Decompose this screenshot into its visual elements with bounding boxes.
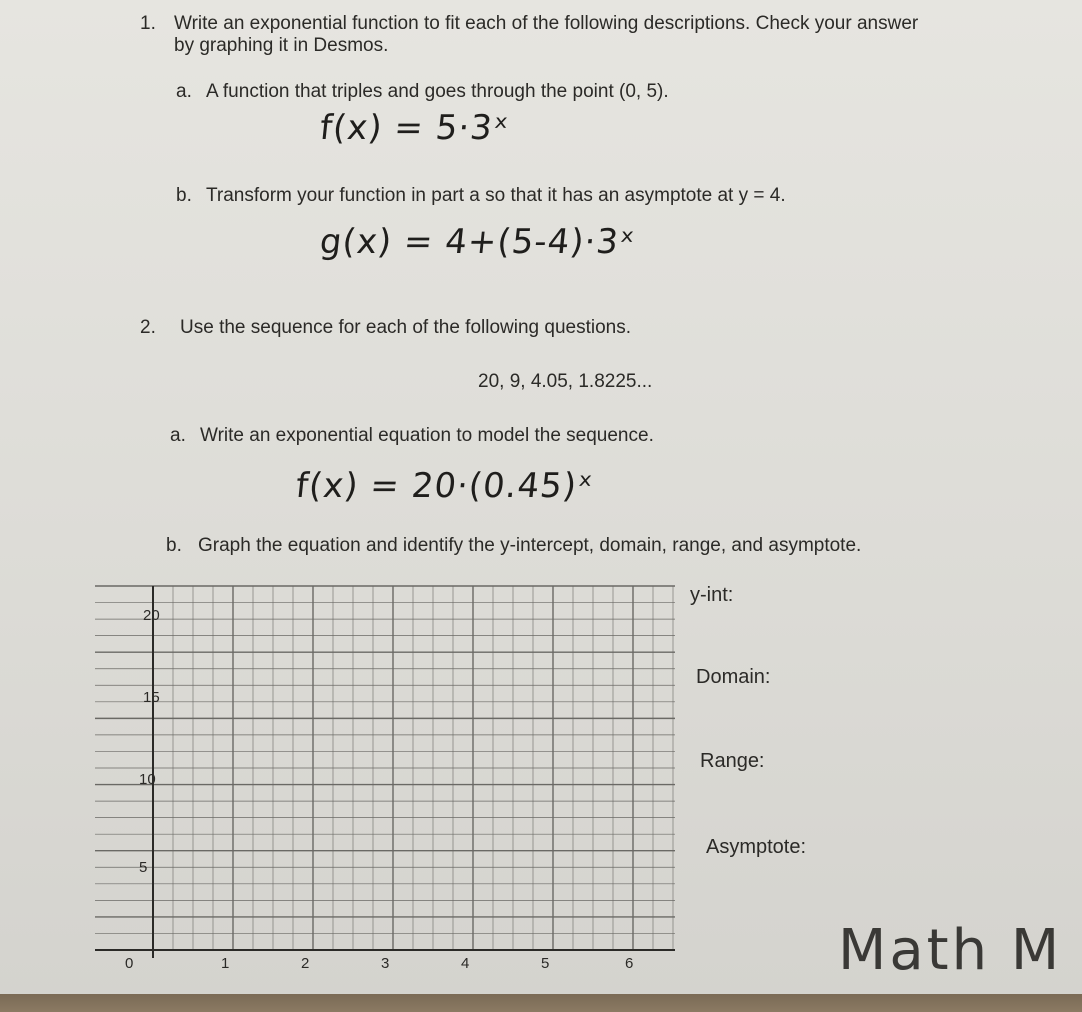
q2a-handwritten-answer: f(x) = 20·(0.45)ˣ [293,466,596,506]
q2-number: 2. [140,317,156,338]
x-tick-label: 1 [221,955,230,970]
blank-graph-grid [95,578,685,970]
q1-prompt-line1: Write an exponential function to fit each of the following descriptions. Check your answer [174,13,919,34]
y-tick-label: 5 [139,859,148,876]
domain-label: Domain: [696,666,771,688]
q2b-label: b. [166,535,182,556]
y-tick-label: 20 [143,607,160,624]
x-tick-label: 6 [625,955,634,970]
x-tick-label: 2 [301,955,310,970]
yint-label: y-int: [690,584,734,606]
q2-sequence: 20, 9, 4.05, 1.8225... [478,371,653,392]
y-tick-label: 15 [143,689,160,706]
y-tick-label: 10 [139,771,156,788]
q1b-text: Transform your function in part a so that it has an asymptote at y = 4. [206,185,786,206]
q2a-text: Write an exponential equation to model the sequence. [200,425,654,446]
brand-logo-text: Math M [838,918,1063,983]
q2a-label: a. [170,425,186,446]
q2b-text: Graph the equation and identify the y-intercept, domain, range, and asymptote. [198,535,862,556]
q1b-label: b. [176,185,192,206]
q1a-label: a. [176,81,192,102]
q1a-text: A function that triples and goes through the point (0, 5). [206,81,669,102]
x-tick-label: 3 [381,955,390,970]
x-tick-label: 5 [541,955,550,970]
q2-prompt: Use the sequence for each of the following questions. [180,317,632,338]
asymptote-label: Asymptote: [706,836,807,858]
q1-prompt-line2: by graphing it in Desmos. [174,35,389,56]
q1-number: 1. [140,13,156,34]
x-tick-label: 4 [461,955,470,970]
range-label: Range: [700,750,765,772]
q1a-handwritten-answer: f(x) = 5·3ˣ [317,108,511,148]
table-edge [0,994,1082,1012]
q1b-handwritten-answer: g(x) = 4+(5-4)·3ˣ [317,222,638,262]
x-tick-label: 0 [125,955,134,970]
